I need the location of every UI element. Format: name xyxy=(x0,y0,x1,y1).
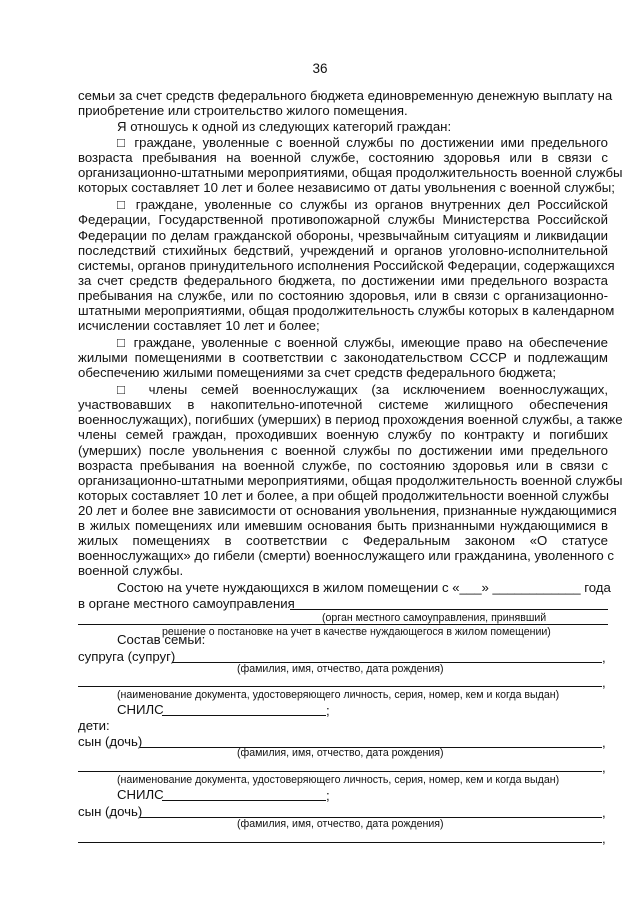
category-2-line-5: системы, органов принудительного исполнения Российской Федерации, содержащихся xyxy=(78,258,615,273)
category-4-line-1: □ члены семей военнослужащих (за исключением военнослужащих, xyxy=(117,382,608,397)
child-2-fio-hint: (фамилия, имя, отчество, дата рождения) xyxy=(237,818,444,830)
category-4-line-7: организационно-штатными мероприятиями, общая продолжительность военной службы xyxy=(78,473,623,488)
category-2-line-9: исчислении составляет 10 лет и более; xyxy=(78,318,320,333)
category-3-line-2: жилыми помещениями в соответствии с законодательством СССР и подлежащим xyxy=(78,350,608,365)
category-3-line-3: обеспечению жилыми помещениями за счет средств федерального бюджета; xyxy=(78,365,557,380)
authority-hint: (орган местного самоуправления, принявший xyxy=(322,612,547,624)
child-2-name-comma: , xyxy=(602,805,606,820)
category-4-line-4: члены семей граждан, проходивших военную службу по контракту и погибших xyxy=(78,427,608,442)
child-2-document-line xyxy=(78,842,602,843)
category-4-line-11: жилых помещениях в соответствии с Федеральным законом «О статусе xyxy=(78,533,608,548)
spouse-snils-semicolon: ; xyxy=(326,703,330,718)
child-1-snils-line xyxy=(162,800,326,801)
category-3-line-1: □ граждане, уволенные с военной службы, имеющие право на обеспечение xyxy=(117,335,608,350)
category-4-line-2: участвовавших в накопительно-ипотечной системе жилищного обеспечения xyxy=(78,397,608,412)
authority-field-line xyxy=(290,609,608,610)
child-1-document-comma: , xyxy=(602,760,606,775)
category-2-line-2: Федерации, Государственной противопожарной службы Министерства Российской xyxy=(78,212,608,227)
page-number: 36 xyxy=(312,61,328,76)
child-1-document-hint: (наименование документа, удостоверяющего личность, серия, номер, кем и когда выдан) xyxy=(117,774,560,786)
child-1-label: сын (дочь) xyxy=(78,734,143,749)
spouse-snils-label: СНИЛС xyxy=(117,702,164,717)
intro-line-2: приобретение или строительство жилого помещения. xyxy=(78,103,408,118)
children-label: дети: xyxy=(78,718,110,733)
category-4-line-12: военнослужащих» до гибели (смерти) военнослужащего или гражданина, уволенного с xyxy=(78,548,614,563)
registration-date-line: Состою на учете нуждающихся в жилом помещении с «___» ____________ года xyxy=(117,580,611,595)
category-1-line-3: организационно-штатными мероприятиями, общая продолжительность военной службы xyxy=(78,165,623,180)
decision-hint: решение о постановке на учет в качестве нуждающегося в жилом помещении) xyxy=(162,626,551,638)
spouse-fio-hint: (фамилия, имя, отчество, дата рождения) xyxy=(237,663,444,675)
category-2-line-6: за счет средств федерального бюджета, по достижении ими предельного возраста xyxy=(78,273,608,288)
category-1-line-4: которых составляет 10 лет и более независимо от даты увольнения с военной службы; xyxy=(78,180,615,195)
category-2-line-8: штатными мероприятиями, общая продолжительность службы которых в календарном xyxy=(78,303,615,318)
category-1-line-2: возраста пребывания на военной службе, состоянию здоровья или в связи с xyxy=(78,150,608,165)
child-1-document-line xyxy=(78,771,602,772)
category-2-line-3: Федерации по делам гражданской обороны, чрезвычайным ситуациям и ликвидации xyxy=(78,228,608,243)
category-4-line-3: военнослужащих), погибших (умерших) в период прохождения военной службы, а также xyxy=(78,412,623,427)
category-1-line-1: □ граждане, уволенные с военной службы по достижении ими предельного xyxy=(117,135,608,150)
category-4-line-6: возраста пребывания на военной службе, по состоянию здоровья или в связи с xyxy=(78,458,608,473)
spouse-document-comma: , xyxy=(602,675,606,690)
child-1-name-comma: , xyxy=(602,735,606,750)
category-4-line-5: (умерших) после увольнения с военной службы по достижении ими предельного xyxy=(78,443,608,458)
child-1-snils-semicolon: ; xyxy=(326,788,330,803)
spouse-label: супруга (супруг) xyxy=(78,649,176,664)
category-2-line-1: □ граждане, уволенные со службы из органов внутренних дел Российской xyxy=(117,197,608,212)
family-heading: Состав семьи: xyxy=(117,632,206,647)
authority-label: в органе местного самоуправления xyxy=(78,596,295,611)
spouse-document-hint: (наименование документа, удостоверяющего личность, серия, номер, кем и когда выдан) xyxy=(117,689,560,701)
child-2-label: сын (дочь) xyxy=(78,804,143,819)
child-1-fio-hint: (фамилия, имя, отчество, дата рождения) xyxy=(237,747,444,759)
spouse-snils-line xyxy=(162,715,326,716)
category-2-line-4: последствий стихийных бедствий, учреждений и органов уголовно-исполнительной xyxy=(78,243,608,258)
child-2-document-comma: , xyxy=(602,831,606,846)
category-2-line-7: пребывания на службе, или по состоянию здоровья, или в связи с организационно- xyxy=(78,288,608,303)
spouse-name-comma: , xyxy=(602,650,606,665)
category-4-line-8: которых составляет 10 лет и более, а при общей продолжительности военной службы xyxy=(78,488,609,503)
child-1-snils-label: СНИЛС xyxy=(117,787,164,802)
category-4-line-13: военной службы. xyxy=(78,563,184,578)
spouse-document-line xyxy=(78,686,602,687)
intro-line-1: семьи за счет средств федерального бюджета единовременную денежную выплату на xyxy=(78,88,613,103)
category-4-line-9: 20 лет и более вне зависимости от основания увольнения, признанные нуждающимися xyxy=(78,503,617,518)
category-4-line-10: в жилых помещениях или имевшим основания быть признанными нуждающимися в xyxy=(78,518,608,533)
authority-field-line-2 xyxy=(78,624,608,625)
category-lead: Я отношусь к одной из следующих категорий граждан: xyxy=(117,119,452,134)
